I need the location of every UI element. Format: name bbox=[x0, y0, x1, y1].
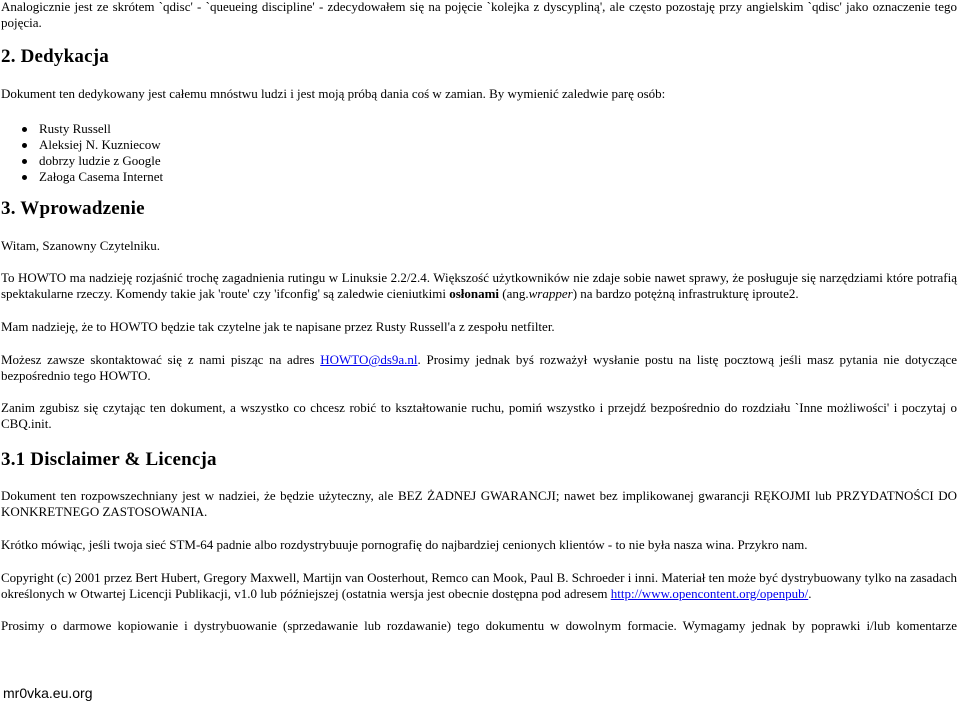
text-run: . Prosimy jednak byś rozważył wysłanie postu na listę pocztową jeśli masz pytania nie dotyczące bezpośrednio tego HOWTO. bbox=[1, 352, 957, 383]
site-watermark: mr0vka.eu.org bbox=[3, 685, 93, 701]
readability-paragraph: Mam nadzieję, że to HOWTO będzie tak czytelne jak te napisane przez Rusty Russell'a z zespołu netfilter. bbox=[1, 319, 555, 334]
text-run: Copyright (c) 2001 przez Bert Hubert, Gregory Maxwell, Martijn van Oosterhout, Remco can Mook, Paul B. Schroeder i inni. Materiał ten może być dystrybuowany tylko na zasadach określonych w Otwartej Licencji Publikacji, v1.0 lub późniejszej (ostatnia wersja jest obecnie dostępna pod adresem bbox=[1, 570, 957, 601]
intro-howto-paragraph bbox=[1, 270, 957, 302]
email-link[interactable]: HOWTO@ds9a.nl bbox=[320, 352, 418, 367]
intro-paragraph: Analogicznie jest ze skrótem `qdisc' - `queueing discipline' - zdecydowałem się na pojęcie `kolejka z dyscypliną', ale często pozostaję przy angielskim `qdisc' jako oznaczenie tego pojęcia. bbox=[1, 0, 957, 30]
bullet-icon bbox=[22, 127, 27, 132]
list-item bbox=[39, 169, 163, 185]
section-3-heading: 3. Wprowadzenie bbox=[1, 198, 145, 219]
bullet-icon bbox=[22, 143, 27, 148]
dedication-list bbox=[1, 121, 163, 185]
text-run: . bbox=[808, 586, 812, 601]
italic-term: wrapper bbox=[528, 286, 573, 301]
list-item-label: Rusty Russell bbox=[39, 121, 111, 136]
list-item bbox=[39, 137, 163, 153]
list-item-label: dobrzy ludzie z Google bbox=[39, 153, 161, 168]
section-2-heading: 2. Dedykacja bbox=[1, 46, 109, 67]
copying-paragraph: Prosimy o darmowe kopiowanie i dystrybuowanie (sprzedawanie lub rozdawanie) tego dokumentu w dowolnym formacie. Wymagamy jednak by poprawki i/lub komentarze bbox=[1, 618, 957, 633]
list-item-label: Załoga Casema Internet bbox=[39, 169, 164, 184]
list-item-label: Aleksiej N. Kuzniecow bbox=[39, 137, 161, 152]
bullet-icon bbox=[22, 159, 27, 164]
bold-term: osłonami bbox=[449, 286, 500, 301]
bullet-icon bbox=[22, 175, 27, 180]
text-run: Możesz zawsze skontaktować się z nami pisząc na adres bbox=[1, 352, 321, 367]
skip-ahead-paragraph: Zanim zgubisz się czytając ten dokument, a wszystko co chcesz robić to kształtowanie ruchu, pomiń wszystko i przejdź bezpośrednio do rozdziału `Inne możliwości' i poczytaj o CBQ.init. bbox=[1, 400, 957, 431]
greeting-paragraph: Witam, Szanowny Czytelniku. bbox=[1, 238, 161, 253]
list-item bbox=[39, 121, 163, 137]
copyright-paragraph bbox=[1, 570, 957, 602]
openpub-link[interactable]: http://www.opencontent.org/openpub/ bbox=[610, 586, 809, 601]
section-2-paragraph: Dokument ten dedykowany jest całemu mnóstwu ludzi i jest moją próbą dania coś w zamian. By wymienić zaledwie parę osób: bbox=[1, 86, 666, 101]
text-run: (ang. bbox=[499, 286, 529, 301]
text-run: ) na bardzo potężną infrastrukturę iproute2. bbox=[572, 286, 799, 301]
list-item bbox=[39, 153, 163, 169]
text-run: To HOWTO ma nadzieję rozjaśnić trochę zagadnienia rutingu w Linuksie 2.2/2.4. Większość użytkowników nie zdaje sobie nawet sprawy, że posługuje się narzędziami które potrafią spektakularne rzeczy. Komendy takie jak 'route' czy 'ifconfig' są zaledwie cieniutkimi bbox=[1, 270, 957, 301]
liability-paragraph: Krótko mówiąc, jeśli twoja sieć STM-64 padnie albo rozdystrybuuje pornografię do najbardziej cenionych klientów - to nie była nasza wina. Przykro nam. bbox=[1, 537, 808, 552]
section-3-1-heading: 3.1 Disclaimer & Licencja bbox=[1, 449, 217, 470]
contact-paragraph bbox=[1, 352, 957, 384]
warranty-paragraph: Dokument ten rozpowszechniany jest w nadziei, że będzie użyteczny, ale BEZ ŻADNEJ GWARANCJI; nawet bez implikowanej gwarancji RĘKOJMI lub PRZYDATNOŚCI DO KONKRETNEGO ZASTOSOWANIA. bbox=[1, 488, 957, 519]
